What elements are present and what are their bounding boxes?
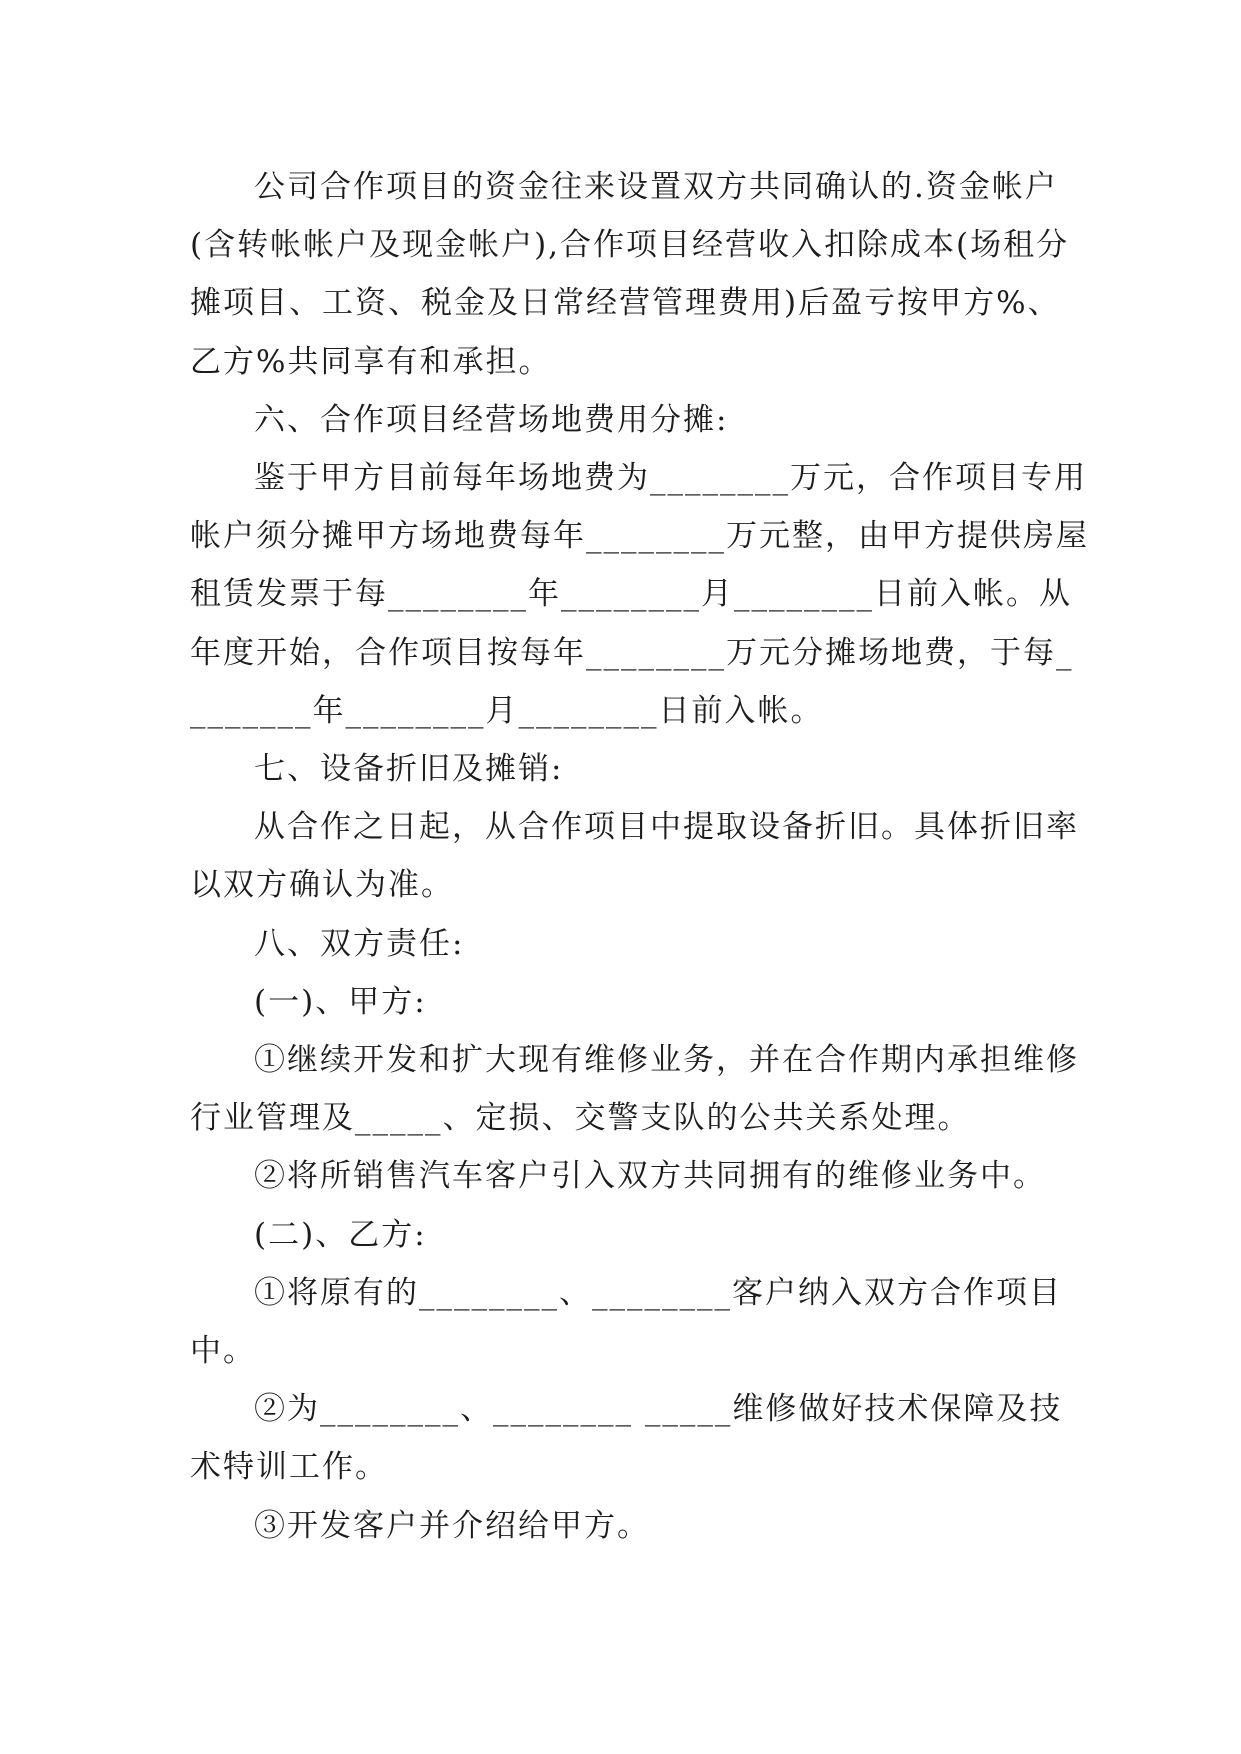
- paragraph-site-fee: 鉴于甲方目前每年场地费为________万元，合作项目专用帐户须分摊甲方场地费每年________万元整，由甲方提供房屋租赁发票于每________年________月________日前入帐。从年度开始，合作项目按每年________万元分摊场地费，于每________年________月________日前入帐。: [190, 460, 1089, 729]
- section-heading-six: 六、合作项目经营场地费用分摊:: [254, 401, 729, 438]
- subheading-party-b: (二)、乙方:: [254, 1216, 427, 1253]
- section-heading-eight: 八、双方责任:: [254, 925, 465, 962]
- party-b-item-3: ③开发客户并介绍给甲方。: [254, 1507, 650, 1544]
- party-a-item-2: ②将所销售汽车客户引入双方共同拥有的维修业务中。: [254, 1158, 1046, 1195]
- party-a-item-1: ①继续开发和扩大现有维修业务，并在合作期内承担维修行业管理及_____、定损、交警支队的公共关系处理。: [190, 1042, 1079, 1137]
- document-body: [190, 158, 1090, 1555]
- paragraph-depreciation: 从合作之日起，从合作项目中提取设备折旧。具体折旧率以双方确认为准。: [190, 809, 1079, 904]
- section-heading-seven: 七、设备折旧及摊销:: [254, 751, 564, 788]
- party-b-item-2: ②为________、________ _____维修做好技术保障及技术特训工作。: [190, 1391, 1063, 1486]
- party-b-item-1: ①将原有的________、________客户纳入双方合作项目中。: [190, 1274, 1062, 1370]
- subheading-party-a: (一)、甲方:: [254, 983, 427, 1020]
- paragraph-capital-account: 公司合作项目的资金往来设置双方共同确认的.资金帐户(含转帐帐户及现金帐户),合作项目经营收入扣除成本(场租分摊项目、工资、税金及日常经营管理费用)后盈亏按甲方%、乙方%共同享有和承担。: [190, 169, 1070, 380]
